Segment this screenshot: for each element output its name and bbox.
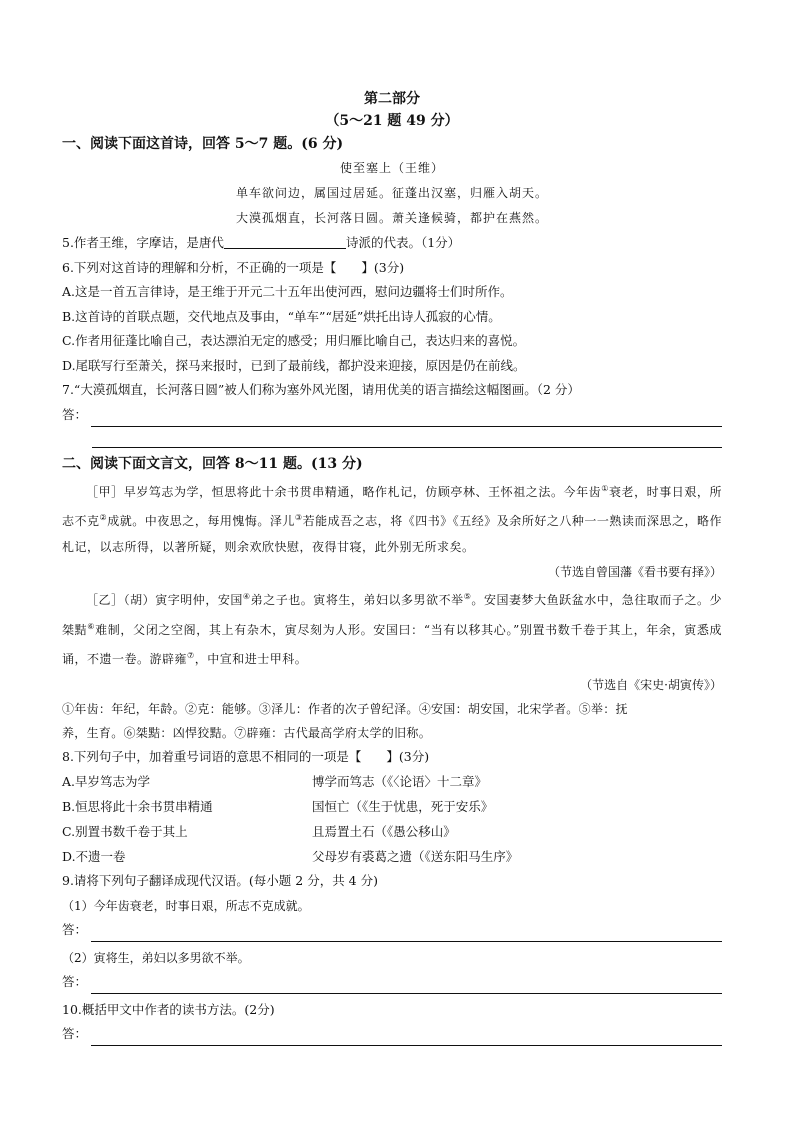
jia-text-d: 若能成吾之志，将《四书》《五经》及余所好之八种一一熟读而深思之，略作札记，以志所得，以著所疑，则余欢欣快慰，夜得甘寝，此外别无所求矣。 (62, 514, 722, 554)
section1-heading: 一、阅读下面这首诗，回答 5～7 题。(6 分) (62, 136, 344, 152)
yi-text-e: ，中宣和进士甲科。 (194, 652, 308, 666)
yi-text-c: 。安国妻梦大鱼跃盆水中，急往取而子之。少桀黠 (62, 593, 723, 637)
question-5 (62, 231, 722, 256)
q8-row-d (62, 844, 722, 869)
q8-row-b (62, 794, 722, 819)
passage-jia (62, 476, 722, 561)
poem-line-1: 单车欲问边，属国过居延。征蓬出汉塞，归雁入胡天。 (235, 186, 548, 200)
note-ref-2: ② (99, 513, 108, 522)
note-ref-7: ⑦ (187, 651, 195, 660)
q8-row-a-left: A.早岁笃志为学 (62, 774, 151, 789)
answer-label: 答： (62, 406, 88, 422)
note-ref-3: ③ (294, 513, 303, 522)
q8-row-d-right: 父母岁有裘葛之遗（《送东阳马生序》 (312, 849, 519, 864)
jia-text-b: 衰老，时事日艰，所志不克 (62, 484, 722, 528)
yi-text-d: 难制，父闭之空阁，其上有杂木，寅尽刻为人形。安国曰：“当有以移其心。”别置书数千卷于其上，年余，寅悉成诵，不遗一卷。游辟雍 (62, 622, 723, 666)
q8-row-c-left: C.别置书数千卷于其上 (62, 824, 188, 839)
q6-option-b: B.这首诗的首联点题，交代地点及事由，“单车”“居延”烘托出诗人孤寂的心情。 (62, 308, 501, 324)
q8-row-c (62, 819, 722, 844)
jia-text-c: 成就。中夜思之，每用愧悔。泽儿 (107, 514, 295, 528)
q5-text-before: 5.作者王维，字摩诘，是唐代 (62, 235, 224, 250)
q6-option-c: C.作者用征蓬比喻自己，表达漂泊无定的感受；用归雁比喻自己，表达归来的喜悦。 (62, 333, 526, 348)
yi-text-a: ［乙］（胡）寅字明仲，安国 (86, 593, 243, 607)
q8-row-b-left: B.恒思将此十余书贯串精通 (62, 799, 213, 814)
q9-sub-1: （1）今年齿衰老，时事日艰，所志不克成就。 (62, 898, 310, 913)
question-8: 8.下列句子中，加着重号词语的意思不相同的一项是【 】(3分) (62, 748, 430, 764)
q6-option-d: D.尾联写行至萧关，探马来报时，已到了最前线，都护没来迎接，原因是仍在前线。 (62, 357, 526, 373)
q5-blank[interactable] (224, 234, 346, 249)
q9-1-answer-row (62, 918, 722, 942)
q7-answer-row-2 (88, 431, 722, 448)
answer-label: 答： (62, 973, 88, 989)
note-ref-5: ⑤ (463, 592, 472, 601)
question-10: 10.概括甲文中作者的读书方法。(2分) (62, 1001, 275, 1017)
q8-row-b-right: 国恒亡（《生于忧患，死于安乐》 (312, 799, 494, 814)
q7-answer-line-1[interactable] (91, 410, 722, 427)
q9-1-answer-line[interactable] (91, 925, 722, 942)
answer-label: 答： (62, 1026, 88, 1041)
note-ref-1: ① (601, 483, 609, 493)
question-9: 9.请将下列句子翻译成现代汉语。(每小题 2 分，共 4 分) (62, 873, 378, 888)
jia-text-a: ［甲］早岁笃志为学，恒思将此十余书贯串精通，略作札记，仿顾亭林、王怀祖之法。今年齿 (86, 484, 602, 499)
q9-2-answer-line[interactable] (91, 977, 722, 994)
q7-answer-row (62, 403, 722, 427)
q7-answer-line-2[interactable] (92, 431, 722, 448)
answer-label: 答： (62, 921, 88, 937)
passage-yi (62, 584, 722, 673)
q5-text-after: 诗派的代表。（1分） (345, 235, 461, 250)
q10-answer-row (62, 1022, 722, 1046)
part-range: （5～21 题 49 分） (325, 113, 459, 129)
passage-jia-source: （节选自曾国藩《看书要有择》） (547, 565, 722, 579)
q6-option-a: A.这是一首五言律诗，是王维于开元二十五年出使河西，慰问边疆将士们时所作。 (62, 284, 513, 299)
question-7: 7.“大漠孤烟直，长河落日圆”被人们称为塞外风光图，请用优美的语言描绘这幅图画。（2 分） (62, 382, 580, 397)
poem-line-2: 大漠孤烟直，长河落日圆。萧关逢候骑，都护在燕然。 (235, 211, 548, 225)
q9-2-answer-row (62, 970, 722, 994)
q8-row-a (62, 769, 722, 794)
question-6: 6.下列对这首诗的理解和分析，不正确的一项是【 】(3分) (62, 259, 405, 275)
q10-answer-line[interactable] (91, 1029, 722, 1046)
section2-heading: 二、阅读下面文言文，回答 8～11 题。(13 分) (62, 455, 363, 472)
note-ref-4: ④ (242, 592, 251, 601)
note-ref-6: ⑥ (87, 621, 96, 631)
q8-row-a-right: 博学而笃志（《〈论语〉十二章》 (312, 774, 488, 789)
exam-page (62, 88, 722, 1050)
passage-yi-source: （节选自《宋史·胡寅传》） (580, 677, 722, 692)
q8-row-d-left: D.不遗一卷 (62, 849, 126, 864)
yi-text-b: 弟之子也。寅将生，弟妇以多男欲不举 (250, 593, 464, 607)
q9-sub-2: （2）寅将生，弟妇以多男欲不举。 (62, 950, 250, 965)
notes-line-2: 养，生育。⑥桀黠：凶悍狡黠。⑦辟雍：古代最高学府太学的旧称。 (62, 725, 432, 740)
notes-line-1: ①年齿：年纪，年龄。②克：能够。③泽儿：作者的次子曾纪泽。④安国：胡安国，北宋学者。⑤举：抚 (62, 701, 628, 716)
part-title: 第二部分 (364, 91, 420, 107)
poem-title: 使至塞上（王维） (339, 161, 444, 175)
q8-row-c-right: 且焉置土石（《愚公移山》 (312, 824, 456, 839)
